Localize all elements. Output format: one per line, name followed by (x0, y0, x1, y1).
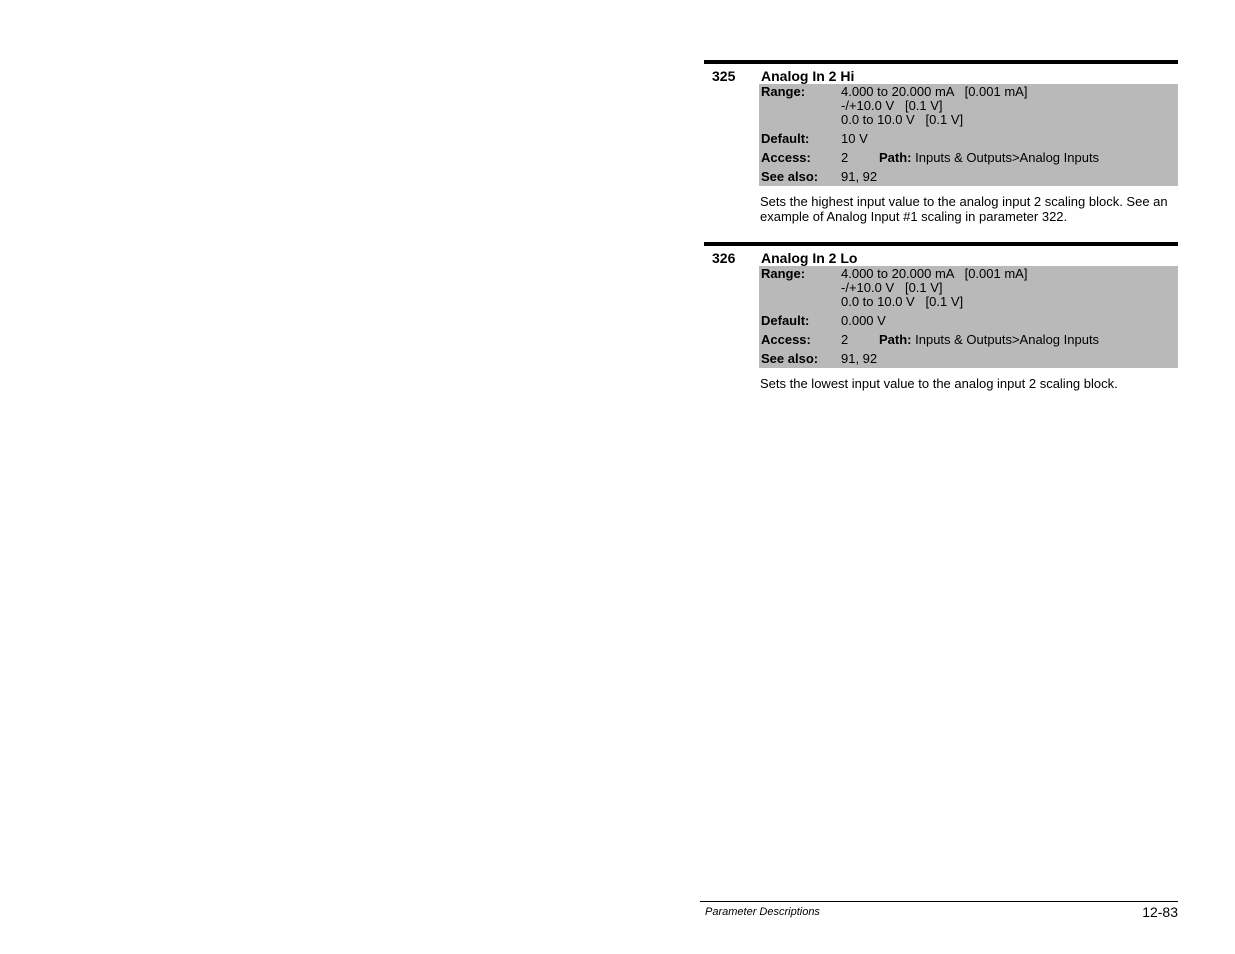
range-values (841, 267, 1178, 309)
parameter-header (704, 64, 1178, 84)
parameter-info-table (759, 266, 1178, 368)
range-line: 4.000 to 20.000 mA [0.001 mA] (841, 84, 1028, 99)
default-row (759, 314, 1178, 328)
range-line: -/+10.0 V [0.1 V] (841, 98, 943, 113)
default-value: 10 V (841, 131, 868, 146)
access-label: Access: (761, 332, 811, 347)
range-row (759, 267, 1178, 309)
parameter-title: Analog In 2 Lo (761, 250, 858, 266)
footer-section-title: Parameter Descriptions (705, 906, 820, 918)
path-label: Path: (879, 332, 912, 347)
page-number: 12-83 (1142, 904, 1178, 920)
parameter-description: Sets the lowest input value to the analog input 2 scaling block. (760, 376, 1118, 391)
range-line: -/+10.0 V [0.1 V] (841, 280, 943, 295)
path-label: Path: (879, 150, 912, 165)
access-row (759, 333, 1178, 347)
access-values (841, 151, 1178, 165)
see-also-label: See also: (761, 351, 819, 366)
range-line: 0.0 to 10.0 V [0.1 V] (841, 294, 964, 309)
range-row (759, 85, 1178, 127)
range-label: Range: (761, 84, 806, 99)
see-also-row (759, 170, 1178, 184)
parameter-info-table (759, 84, 1178, 186)
see-also-label: See also: (761, 169, 819, 184)
see-also-value: 91, 92 (841, 169, 878, 184)
see-also-row (759, 352, 1178, 366)
default-row (759, 132, 1178, 146)
default-label: Default: (761, 131, 810, 146)
range-values (841, 85, 1178, 127)
parameter-number: 325 (712, 68, 736, 84)
parameter-header (704, 246, 1178, 266)
access-row (759, 151, 1178, 165)
range-line: 4.000 to 20.000 mA [0.001 mA] (841, 266, 1028, 281)
access-level: 2 (841, 332, 849, 347)
range-line: 0.0 to 10.0 V [0.1 V] (841, 112, 964, 127)
path-value: Inputs & Outputs>Analog Inputs (915, 332, 1100, 347)
parameter-block-326 (704, 242, 1178, 391)
path-value: Inputs & Outputs>Analog Inputs (915, 150, 1100, 165)
parameter-block-325 (704, 60, 1178, 224)
access-level: 2 (841, 150, 849, 165)
parameter-number: 326 (712, 250, 736, 266)
access-label: Access: (761, 150, 811, 165)
parameter-title: Analog In 2 Hi (761, 68, 855, 84)
access-values (841, 333, 1178, 347)
default-value: 0.000 V (841, 313, 886, 328)
page-footer (700, 901, 1178, 920)
default-label: Default: (761, 313, 810, 328)
see-also-value: 91, 92 (841, 351, 878, 366)
parameter-description: Sets the highest input value to the analog input 2 scaling block. See an example of Analog Input #1 scaling in parameter 322. (760, 194, 1168, 224)
range-label: Range: (761, 266, 806, 281)
